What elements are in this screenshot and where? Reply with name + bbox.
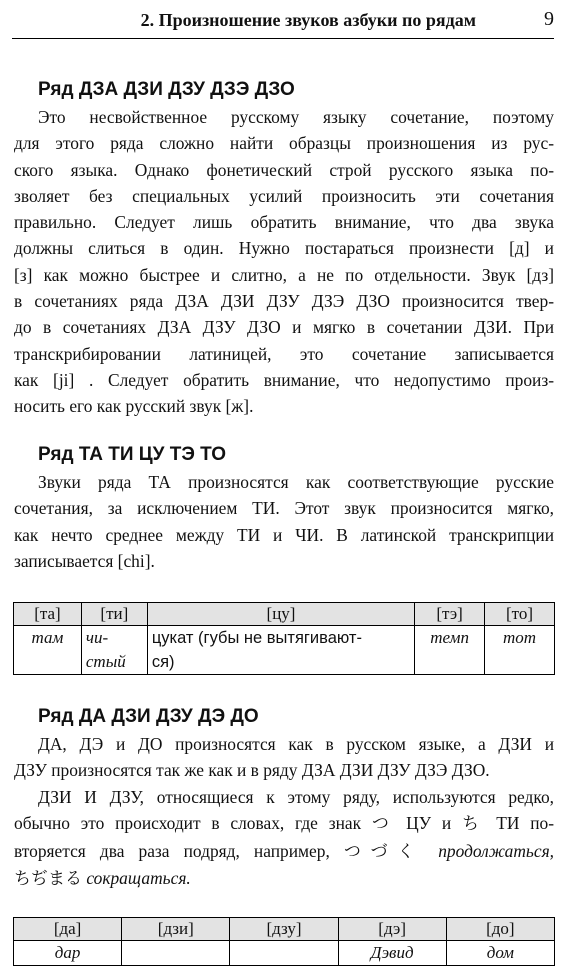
text-line: записывается [chi].	[14, 550, 155, 571]
section-body-da	[14, 731, 554, 784]
section-heading-ta: Ряд ТА ТИ ЦУ ТЭ ТО	[38, 444, 227, 465]
table-cell: дар	[14, 941, 122, 966]
table-header: [дэ]	[338, 918, 446, 941]
table-cell: темп	[415, 626, 485, 675]
section-body-da-2	[14, 784, 554, 892]
text-line: правильно. Следует лишь обратить внимание, что два звука	[14, 212, 554, 233]
header-title: 2. Произношение звуков азбуки по рядам	[140, 10, 476, 30]
text-line: обычно это происходит в словах, где знак つ ЦУ и ち ТИ по-	[14, 813, 554, 835]
text-line: должны слиться в один. Нужно постараться произнести [д] и	[14, 238, 554, 259]
text-line: зволяет без специальных усилий произносить эти сочетания	[14, 185, 554, 206]
text-line: Это несвойственное русскому языку сочетание, поэтому	[38, 107, 554, 127]
text-line: ДЗИ И ДЗУ, относящиеся к этому ряду, используются редко,	[38, 787, 554, 807]
text-line: ДА, ДЭ и ДО произносятся как в русском языке, а ДЗИ и	[38, 734, 554, 754]
table-cell: чи- стый	[81, 626, 147, 675]
table-header: [дзи]	[122, 918, 230, 941]
text-line: ДЗУ произносятся так же как и в ряду ДЗА ДЗИ ДЗУ ДЗЭ ДЗО.	[14, 760, 490, 781]
kana-tsu: つ	[371, 814, 396, 835]
table-header: [тэ]	[415, 603, 485, 626]
table-header: [до]	[446, 918, 554, 941]
table-cell	[230, 941, 338, 966]
table-row	[14, 941, 555, 966]
kana-tsuzuku: つづく	[343, 841, 425, 862]
text-line	[14, 865, 554, 892]
section-heading-da: Ряд ДА ДЗИ ДЗУ ДЭ ДО	[38, 706, 259, 727]
pronunciation-table-ta	[13, 602, 555, 675]
table-header: [да]	[14, 918, 122, 941]
text-line: для этого ряда сложно найти образцы произношения из рус-	[14, 133, 554, 154]
table-header: [то]	[485, 603, 555, 626]
text-line: транскрибировании латиницей, это сочетание записывается	[14, 343, 554, 364]
text-line: [з] как можно быстрее и слитно, а не по отдельности. Звук [дз]	[14, 264, 554, 285]
text-line: ского языка. Однако фонетический строй русского языка по-	[14, 159, 554, 180]
table-cell: там	[14, 626, 82, 675]
word-chijimaru: сокращаться.	[86, 867, 191, 888]
text-line: носить его как русский звук [ж].	[14, 396, 254, 417]
section-body-ta	[14, 469, 554, 574]
text-line: в сочетаниях ряда ДЗА ДЗИ ДЗУ ДЗЭ ДЗО произносится твер-	[14, 291, 554, 312]
text-line: сочетания, за исключением ТИ. Этот звук произносится мягко,	[14, 498, 554, 519]
page-number: 9	[544, 8, 554, 30]
table-cell: тот	[485, 626, 555, 675]
word-tsuzuku: продолжаться,	[438, 840, 554, 861]
text-line: Звуки ряда ТА произносятся как соответствующие русские	[38, 472, 554, 492]
table-cell: цукат (губы не вытягивают- ся)	[147, 626, 414, 675]
kana-chi: ち	[461, 814, 486, 835]
table-header: [та]	[14, 603, 82, 626]
kana-chijimaru: ちぢまる	[14, 868, 82, 889]
pronunciation-table-da	[13, 917, 555, 966]
text-line: до в сочетаниях ДЗА ДЗУ ДЗО и мягко в сочетании ДЗИ. При	[14, 317, 554, 338]
table-header: [цу]	[147, 603, 414, 626]
text-line: как нечто среднее между ТИ и ЧИ. В латинской транскрипции	[14, 524, 554, 545]
running-header	[12, 4, 554, 39]
table-cell: дом	[446, 941, 554, 966]
table-row	[14, 626, 555, 675]
table-cell	[122, 941, 230, 966]
section-body-dza	[14, 104, 554, 420]
text-line: как [ji] . Следует обратить внимание, что недопустимо произ-	[14, 369, 554, 390]
table-cell: Дэвид	[338, 941, 446, 966]
table-header: [ти]	[81, 603, 147, 626]
table-header: [дзу]	[230, 918, 338, 941]
section-heading-dza: Ряд ДЗА ДЗИ ДЗУ ДЗЭ ДЗО	[38, 79, 295, 100]
text-line: вторяется два раза подряд, например, つづく продолжаться,	[14, 840, 554, 862]
